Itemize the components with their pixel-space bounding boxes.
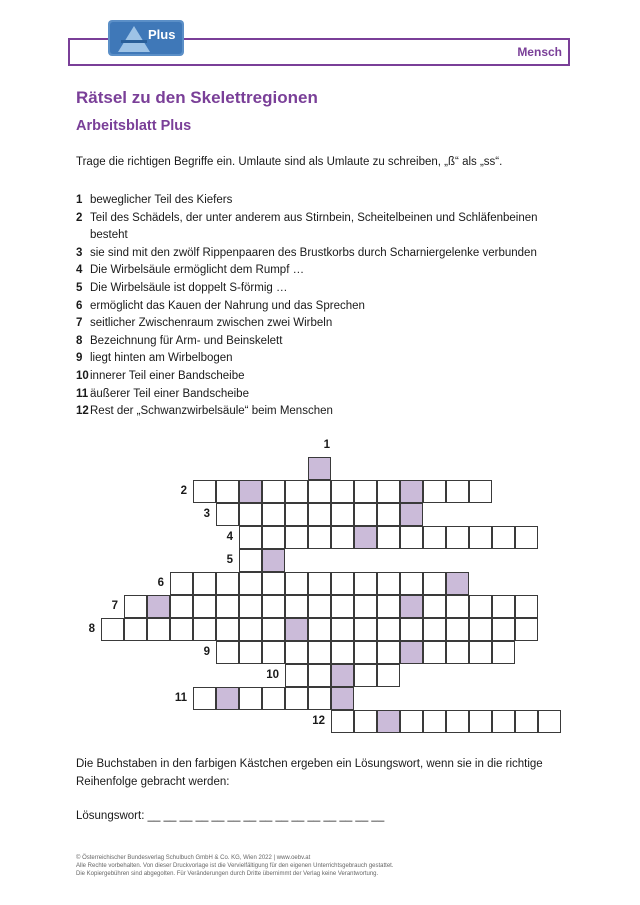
crossword-cell[interactable] [262,595,285,618]
crossword-cell[interactable] [377,503,400,526]
crossword-cell[interactable] [193,595,216,618]
crossword-cell[interactable] [262,618,285,641]
crossword-cell[interactable] [538,710,561,733]
clue-item [76,280,556,298]
crossword-cell[interactable] [469,618,492,641]
clue-text: seitlicher Zwischenraum zwischen zwei Wirbeln [90,317,333,330]
clue-number: 4 [76,264,83,277]
crossword-cell[interactable] [446,480,469,503]
crossword-cell[interactable] [400,618,423,641]
crossword-cell[interactable] [285,572,308,595]
crossword-cell[interactable] [262,503,285,526]
crossword-cell[interactable] [400,641,423,664]
crossword-cell[interactable] [193,572,216,595]
crossword-cell[interactable] [308,664,331,687]
crossword-cell[interactable] [377,595,400,618]
crossword-cell[interactable] [308,595,331,618]
clue-item [76,350,556,368]
crossword-cell[interactable] [331,503,354,526]
clue-number: 7 [76,317,83,330]
crossword-cell[interactable] [124,595,147,618]
row-number-11: 11 [174,692,187,704]
crossword-cell[interactable] [354,503,377,526]
clue-item [76,262,556,280]
row-number-12: 12 [312,715,325,727]
crossword-cell[interactable] [446,572,469,595]
crossword-cell[interactable] [446,710,469,733]
crossword-cell[interactable] [239,618,262,641]
clue-text: äußerer Teil einer Bandscheibe [90,387,249,400]
crossword-cell[interactable] [354,710,377,733]
clue-number: 11 [76,387,89,400]
crossword-cell[interactable] [469,526,492,549]
solution-label: Lösungswort: [76,810,145,822]
crossword-cell[interactable] [469,641,492,664]
clue-item [76,386,556,404]
crossword-cell[interactable] [216,641,239,664]
crossword-cell[interactable] [400,572,423,595]
crossword-cell[interactable] [308,503,331,526]
crossword-cell[interactable] [515,595,538,618]
crossword-cell[interactable] [423,595,446,618]
crossword-cell[interactable] [262,641,285,664]
crossword-cell[interactable] [193,687,216,710]
crossword-cell[interactable] [469,480,492,503]
row-number-6: 6 [157,577,164,589]
crossword-cell[interactable] [285,641,308,664]
clue-number: 1 [76,194,83,206]
crossword-cell[interactable] [170,595,193,618]
crossword-cell[interactable] [239,687,262,710]
crossword-cell[interactable] [216,572,239,595]
crossword-cell[interactable] [492,595,515,618]
crossword-cell[interactable] [377,480,400,503]
crossword-cell[interactable] [446,526,469,549]
crossword-cell[interactable] [377,710,400,733]
row-number-3: 3 [203,508,210,520]
crossword-cell[interactable] [239,641,262,664]
crossword-cell[interactable] [515,710,538,733]
crossword-cell[interactable] [193,480,216,503]
crossword-cell[interactable] [400,480,423,503]
clue-text: ermöglicht das Kauen der Nahrung und das Sprechen [90,299,365,312]
crossword-cell[interactable] [308,687,331,710]
crossword-cell[interactable] [216,687,239,710]
crossword-cell[interactable] [285,618,308,641]
crossword-cell[interactable] [239,595,262,618]
crossword-cell[interactable] [492,618,515,641]
crossword-cell[interactable] [262,687,285,710]
crossword-cell[interactable] [331,687,354,710]
crossword-cell[interactable] [377,572,400,595]
crossword-cell[interactable] [308,641,331,664]
crossword-cell[interactable] [216,595,239,618]
crossword-cell[interactable] [331,526,354,549]
crossword-cell[interactable] [446,641,469,664]
crossword-cell[interactable] [492,710,515,733]
crossword-cell[interactable] [331,480,354,503]
row-number-10: 10 [266,669,279,681]
section-label: Mensch [517,45,562,59]
crossword-cell[interactable] [446,595,469,618]
clue-text: Die Wirbelsäule ermöglicht dem Rumpf … [90,264,305,277]
crossword-cell[interactable] [239,572,262,595]
solution-blanks: __ __ __ __ __ __ __ __ __ __ __ __ __ __ __ [147,810,385,822]
footer-line: Die Kopiergebühren sind abgegolten. Für Veränderungen durch Dritte übernimmt der Verlag keine Verantwortung. [76,871,379,877]
crossword-cell[interactable] [400,503,423,526]
crossword-cell[interactable] [492,641,515,664]
crossword-cell[interactable] [492,526,515,549]
crossword-cell[interactable] [124,618,147,641]
row-number-1: 1 [323,439,330,451]
crossword-cell[interactable] [147,595,170,618]
clue-number: 10 [76,369,89,382]
crossword-cell[interactable] [469,710,492,733]
crossword-cell[interactable] [354,526,377,549]
clue-text: liegt hinten am Wirbelbogen [90,352,233,365]
crossword-cell[interactable] [193,618,216,641]
crossword-cell[interactable] [285,526,308,549]
clue-number: 2 [76,211,83,224]
clue-item [76,245,556,263]
crossword-cell[interactable] [423,480,446,503]
crossword-cell[interactable] [331,641,354,664]
crossword-cell[interactable] [308,618,331,641]
crossword-cell[interactable] [423,710,446,733]
crossword-cell[interactable] [216,618,239,641]
clue-number: 5 [76,281,83,294]
clue-text: beweglicher Teil des Kiefers [90,194,233,206]
crossword-cell[interactable] [423,641,446,664]
crossword-cell[interactable] [400,526,423,549]
crossword-cell[interactable] [331,595,354,618]
crossword-cell[interactable] [354,618,377,641]
clue-number: 3 [76,246,83,259]
crossword-cell[interactable] [216,480,239,503]
clue-number: 9 [76,352,83,365]
clue-item [76,315,556,333]
crossword-cell[interactable] [262,572,285,595]
crossword-cell[interactable] [377,618,400,641]
crossword-cell[interactable] [331,664,354,687]
crossword-cell[interactable] [331,572,354,595]
clue-text: Die Wirbelsäule ist doppelt S-förmig … [90,281,288,294]
clue-text: Rest der „Schwanzwirbelsäule“ beim Menschen [90,405,333,418]
crossword-cell[interactable] [377,664,400,687]
clue-text: Bezeichnung für Arm- und Beinskelett [90,334,283,347]
crossword-cell[interactable] [331,710,354,733]
row-number-4: 4 [226,531,233,543]
crossword-cell[interactable] [469,595,492,618]
crossword-cell[interactable] [354,664,377,687]
crossword-cell[interactable] [285,595,308,618]
crossword-cell[interactable] [354,480,377,503]
crossword-cell[interactable] [170,618,193,641]
clue-item [76,298,556,316]
crossword-cell[interactable] [285,503,308,526]
clue-item [76,210,556,245]
crossword-cell[interactable] [216,503,239,526]
crossword-cell[interactable] [354,641,377,664]
row-number-7: 7 [111,600,118,612]
crossword-cell[interactable] [285,480,308,503]
row-number-2: 2 [180,485,187,497]
clue-item [76,368,556,386]
clue-list [76,192,556,421]
crossword-cell[interactable] [262,526,285,549]
crossword-cell[interactable] [101,618,124,641]
crossword-cell[interactable] [423,618,446,641]
crossword-cell[interactable] [377,526,400,549]
crossword-cell[interactable] [308,526,331,549]
row-number-8: 8 [88,623,95,635]
crossword-cell[interactable] [262,549,285,572]
crossword-cell[interactable] [400,710,423,733]
footer-line: Alle Rechte vorbehalten. Von dieser Druckvorlage ist die Vervielfältigung für den eigenen Unterrichtsgebrauch gestattet. [76,863,394,869]
crossword-cell[interactable] [239,503,262,526]
crossword-cell[interactable] [400,595,423,618]
crossword-cell[interactable] [285,664,308,687]
crossword-cell[interactable] [285,687,308,710]
crossword-cell[interactable] [170,572,193,595]
page-subtitle: Arbeitsblatt Plus [76,118,192,134]
crossword-cell[interactable] [515,526,538,549]
crossword-cell[interactable] [147,618,170,641]
crossword-cell[interactable] [308,457,331,480]
crossword-cell[interactable] [331,618,354,641]
page-title: Rätsel zu den Skelettregionen [76,88,318,107]
row-number-5: 5 [226,554,233,566]
clue-number: 12 [76,405,89,418]
crossword-cell[interactable] [354,572,377,595]
crossword-cell[interactable] [239,549,262,572]
crossword-cell[interactable] [239,526,262,549]
crossword-cell[interactable] [446,618,469,641]
crossword-cell[interactable] [423,572,446,595]
crossword-cell[interactable] [239,480,262,503]
solution-instruction: Die Buchstaben in den farbigen Kästchen ergeben ein Lösungswort, wenn sie in die richtige Reihenfolge gebracht werden: [76,758,543,788]
solution-line [76,810,384,822]
clue-item [76,403,556,421]
clue-text: sie sind mit den zwölf Rippenpaaren des Brustkorbs durch Scharniergelenke verbunden [90,246,537,259]
clue-text: innerer Teil einer Bandscheibe [90,369,245,382]
footer-line: © Österreichischer Bundesverlag Schulbuch GmbH & Co. KG, Wien 2022 | www.oebv.at [76,855,311,861]
clue-item [76,192,556,210]
clue-number: 8 [76,334,83,347]
crossword-cell[interactable] [423,526,446,549]
plus-logo [108,20,184,56]
clue-item [76,333,556,351]
crossword-cell[interactable] [262,480,285,503]
instruction-text: Trage die richtigen Begriffe ein. Umlaute sind als Umlaute zu schreiben, „ß“ als „ss“. [76,156,503,168]
crossword-cell[interactable] [515,618,538,641]
crossword-cell[interactable] [308,572,331,595]
logo-label: Plus [148,27,176,42]
row-number-9: 9 [203,646,210,658]
crossword-cell[interactable] [377,641,400,664]
crossword-cell[interactable] [354,595,377,618]
clue-number: 6 [76,299,83,312]
crossword-cell[interactable] [308,480,331,503]
clue-text: Teil des Schädels, der unter anderem aus Stirnbein, Scheitelbeinen und Schläfenbeinen besteht [90,211,538,242]
footer [76,854,576,878]
